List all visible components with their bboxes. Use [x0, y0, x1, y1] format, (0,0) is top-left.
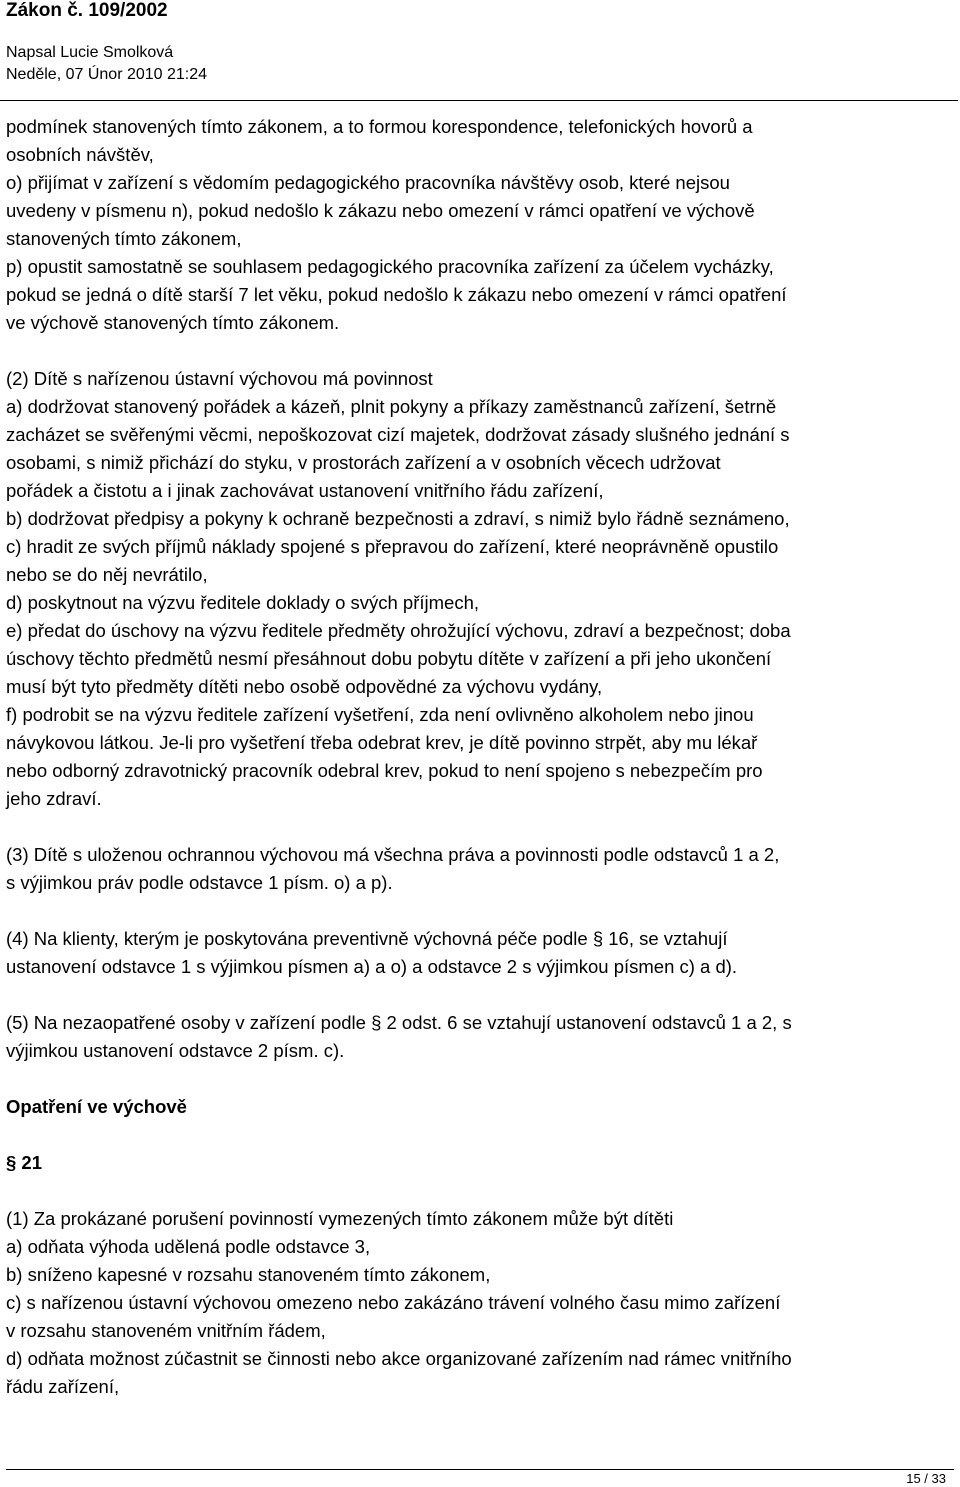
text-line: c) hradit ze svých příjmů náklady spojené s přepravou do zařízení, které neoprávněně opustilo: [6, 536, 779, 557]
section-number: § 21: [6, 1152, 43, 1173]
text-line: d) poskytnout na výzvu ředitele doklady o svých příjmech,: [6, 592, 480, 613]
text-line: uvedeny v písmenu n), pokud nedošlo k zákazu nebo omezení v rámci opatření ve výchově: [6, 200, 755, 221]
text-line: úschovy těchto předmětů nesmí přesáhnout dobu pobytu dítěte v zařízení a při jeho ukončení: [6, 648, 772, 669]
text-line: pokud se jedná o dítě starší 7 let věku, pokud nedošlo k zákazu nebo omezení v rámci opatření: [6, 284, 787, 305]
text-line: osobami, s nimiž přichází do styku, v prostorách zařízení a v osobních věcech udržovat: [6, 452, 721, 473]
document-header: [6, 0, 956, 86]
text-line: e) předat do úschovy na výzvu ředitele předměty ohrožující výchovu, zdraví a bezpečnost; doba: [6, 620, 791, 641]
paragraph-3: [6, 841, 958, 897]
header-divider: [0, 100, 958, 101]
text-line: p) opustit samostatně se souhlasem pedagogického pracovníka zařízení za účelem vycházky,: [6, 256, 774, 277]
text-line: (1) Za prokázané porušení povinností vymezených tímto zákonem může být dítěti: [6, 1208, 674, 1229]
text-line: d) odňata možnost zúčastnit se činnosti nebo akce organizované zařízením nad rámec vnitřního: [6, 1348, 792, 1369]
paragraph-1: [6, 113, 958, 337]
text-line: nebo se do něj nevrátilo,: [6, 564, 208, 585]
text-line: podmínek stanovených tímto zákonem, a to formou korespondence, telefonických hovorů a: [6, 116, 753, 137]
paragraph-5: [6, 1009, 958, 1065]
text-line: o) přijímat v zařízení s vědomím pedagogického pracovníka návštěvy osob, které nejsou: [6, 172, 730, 193]
text-line: musí být tyto předměty dítěti nebo osobě odpovědné za výchovu vydány,: [6, 676, 603, 697]
text-line: b) sníženo kapesné v rozsahu stanoveném tímto zákonem,: [6, 1264, 491, 1285]
text-line: v rozsahu stanoveném vnitřním řádem,: [6, 1320, 326, 1341]
page-number: 15 / 33: [906, 1471, 946, 1486]
text-line: b) dodržovat předpisy a pokyny k ochraně bezpečnosti a zdraví, s nimiž bylo řádně seznámeno,: [6, 508, 790, 529]
text-line: f) podrobit se na výzvu ředitele zařízení vyšetření, zda není ovlivněno alkoholem nebo jinou: [6, 704, 754, 725]
date-line: Neděle, 07 Únor 2010 21:24: [6, 66, 208, 83]
text-line: stanovených tímto zákonem,: [6, 228, 242, 249]
text-line: a) odňata výhoda udělená podle odstavce 3,: [6, 1236, 371, 1257]
text-line: ve výchově stanovených tímto zákonem.: [6, 312, 340, 333]
text-line: c) s nařízenou ústavní výchovou omezeno nebo zakázáno trávení volného času mimo zařízení: [6, 1292, 781, 1313]
text-line: (4) Na klienty, kterým je poskytována preventivně výchovná péče podle § 16, se vztahují: [6, 928, 728, 949]
text-line: osobních návštěv,: [6, 144, 154, 165]
document-title: Zákon č. 109/2002: [6, 0, 168, 21]
text-line: zacházet se svěřenými věcmi, nepoškozovat cizí majetek, dodržovat zásady slušného jednání s: [6, 424, 790, 445]
text-line: a) dodržovat stanovený pořádek a kázeň, plnit pokyny a příkazy zaměstnanců zařízení, šetrně: [6, 396, 777, 417]
author-line: Napsal Lucie Smolková: [6, 44, 174, 61]
text-line: nebo odborný zdravotnický pracovník odebral krev, pokud to není spojeno s nebezpečím pro: [6, 760, 763, 781]
text-line: s výjimkou práv podle odstavce 1 písm. o) a p).: [6, 872, 393, 893]
text-line: jeho zdraví.: [6, 788, 102, 809]
paragraph-2: [6, 365, 958, 813]
paragraph-4: [6, 925, 958, 981]
paragraph-6: [6, 1205, 958, 1401]
text-line: návykovou látkou. Je-li pro vyšetření třeba odebrat krev, je dítě povinno strpět, aby mu lékař: [6, 732, 758, 753]
text-line: pořádek a čistotu a i jinak zachovávat ustanovení vnitřního řádu zařízení,: [6, 480, 604, 501]
document-body: [6, 113, 958, 1401]
footer-divider: [6, 1469, 954, 1470]
text-line: (3) Dítě s uloženou ochrannou výchovou má všechna práva a povinnosti podle odstavců 1 a 2,: [6, 844, 780, 865]
section-heading: Opatření ve výchově: [6, 1096, 187, 1117]
text-line: (2) Dítě s nařízenou ústavní výchovou má povinnost: [6, 368, 433, 389]
text-line: (5) Na nezaopatřené osoby v zařízení podle § 2 odst. 6 se vztahují ustanovení odstavců 1 a 2, s: [6, 1012, 792, 1033]
text-line: výjimkou ustanovení odstavce 2 písm. c).: [6, 1040, 345, 1061]
text-line: řádu zařízení,: [6, 1376, 120, 1397]
text-line: ustanovení odstavce 1 s výjimkou písmen a) a o) a odstavce 2 s výjimkou písmen c) a d).: [6, 956, 738, 977]
